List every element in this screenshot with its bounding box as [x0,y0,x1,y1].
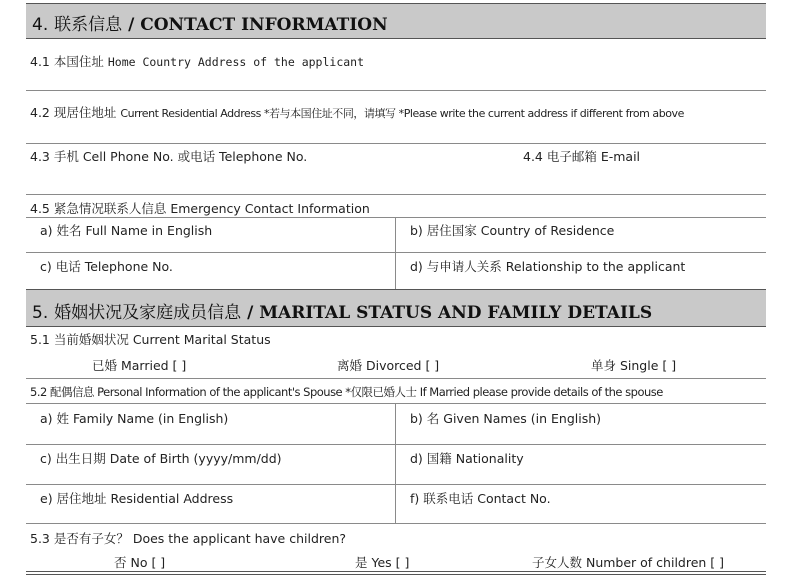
emergency-telephone-label: c) 电话 Telephone No. [40,259,173,274]
married-checkbox[interactable]: 已婚 Married [ ] [92,358,187,373]
spouse-given-names-label: b) 名 Given Names (in English) [410,411,602,426]
spouse-nationality-label: d) 国籍 Nationality [410,451,524,466]
single-checkbox[interactable]: 单身 Single [ ] [591,358,677,373]
application-form [26,3,766,575]
section-4-separator: / [128,15,135,35]
spouse-dob-label: c) 出生日期 Date of Birth (yyyy/mm/dd) [40,451,282,466]
divider [26,217,766,218]
home-address-label: 4.1 本国住址 Home Country Address of the applicant [30,54,365,69]
divider [26,484,766,485]
section-5-title [32,298,652,323]
divorced-checkbox[interactable]: 离婚 Divorced [ ] [337,358,440,373]
divider [26,523,766,524]
section-5-title-cn: 婚姻状况及家庭成员信息 [54,303,242,323]
divider [26,252,766,253]
marital-status-label: 5.1 当前婚姻状况 Current Marital Status [30,332,271,347]
spouse-address-label: e) 居住地址 Residential Address [40,491,234,506]
divider [26,378,766,379]
spouse-info-label: 5.2 配偶信息 Personal Information of the applicant's Spouse *仅限已婚人士 If Married please provide details of the spouse [30,385,663,399]
children-yes-checkbox[interactable]: 是 Yes [ ] [355,555,410,570]
column-divider [395,217,396,289]
section-5-header [26,289,766,327]
section-5-title-en: MARITAL STATUS AND FAMILY DETAILS [259,303,653,323]
column-divider [395,403,396,523]
section-4-header [26,3,766,39]
current-address-label: 4.2 现居住地址 Current Residential Address *若与本国住址不同，请填写 *Please write the current address if different from above [30,105,684,120]
form-bottom-border [26,571,766,575]
children-count-field[interactable]: 子女人数 Number of children [ ] [532,555,725,570]
children-question-label: 5.3 是否有子女？ Does the applicant have children? [30,531,346,546]
children-no-checkbox[interactable]: 否 No [ ] [114,555,166,570]
emergency-contact-label: 4.5 紧急情况联系人信息 Emergency Contact Information [30,201,370,216]
section-5-number: 5. [32,303,49,323]
spouse-family-name-label: a) 姓 Family Name (in English) [40,411,229,426]
divider [26,194,766,195]
divider [26,90,766,91]
email-label: 4.4 电子邮箱 E-mail [523,149,641,164]
divider [26,444,766,445]
divider [26,403,766,404]
section-4-title-cn: 联系信息 [54,15,123,35]
emergency-full-name-label: a) 姓名 Full Name in English [40,223,213,238]
emergency-relationship-label: d) 与申请人关系 Relationship to the applicant [410,259,686,274]
section-4-number: 4. [32,15,49,35]
spouse-contact-label: f) 联系电话 Contact No. [410,491,551,506]
divider [26,143,766,144]
phone-label: 4.3 手机 Cell Phone No. 或电话 Telephone No. [30,149,308,164]
section-4-title [32,10,388,35]
emergency-country-label: b) 居住国家 Country of Residence [410,223,615,238]
section-4-title-en: CONTACT INFORMATION [140,15,388,35]
section-5-separator: / [247,303,254,323]
